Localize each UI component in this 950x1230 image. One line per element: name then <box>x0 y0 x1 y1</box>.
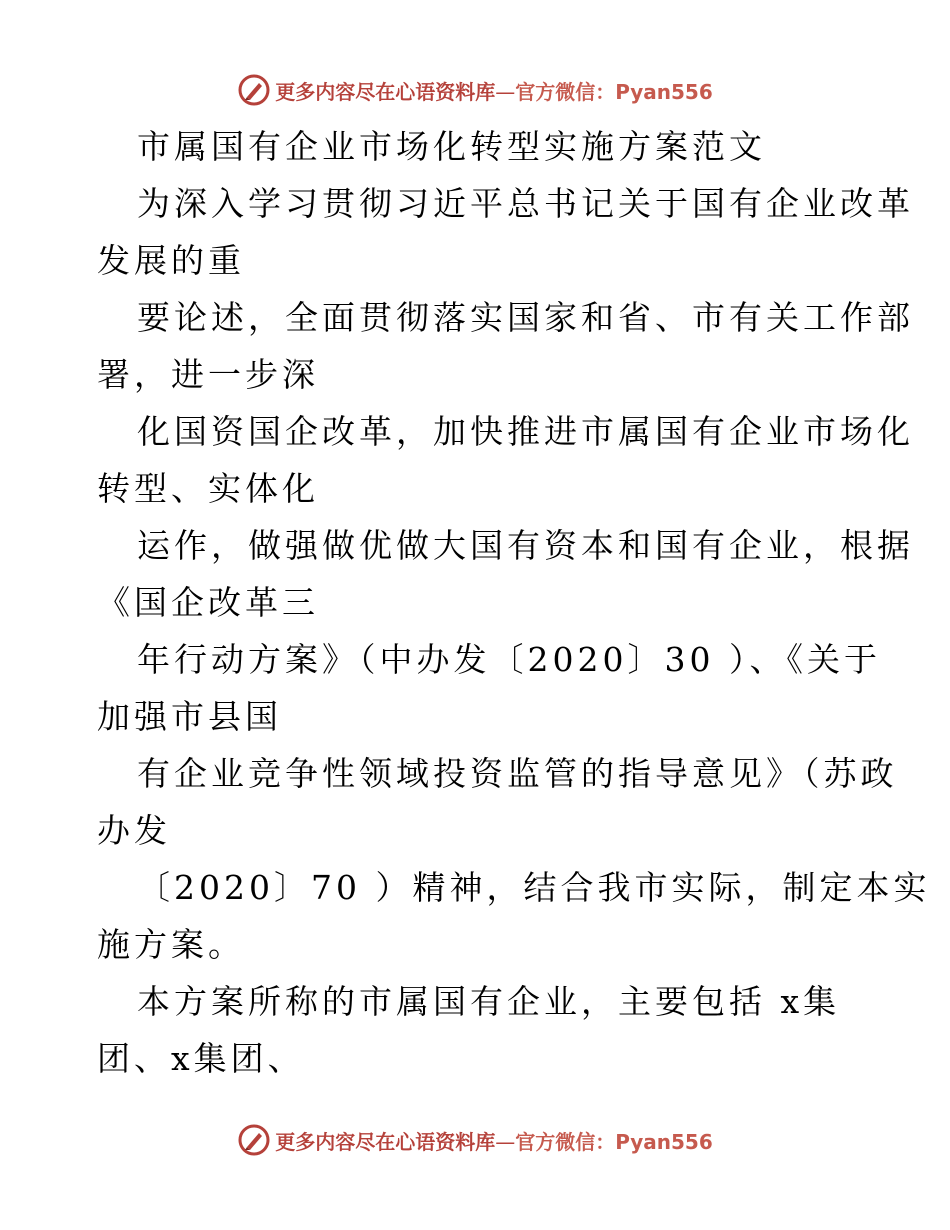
banner-text <box>275 1126 713 1155</box>
paragraph-line: 署，进一步深 <box>97 355 319 394</box>
paragraph-line: 本方案所称的市属国有企业，主要包括 x集 <box>137 982 841 1021</box>
paragraph-line: 施方案。 <box>97 925 245 964</box>
banner-wechat-id: Pyan556 <box>615 1129 713 1154</box>
paragraph-line: 有企业竞争性领域投资监管的指导意见》（苏政 <box>137 754 898 793</box>
paragraph-line: 要论述，全面贯彻落实国家和省、市有关工作部 <box>137 298 914 337</box>
paragraph-line: 发展的重 <box>97 241 245 280</box>
paragraph-line: 运作，做强做优做大国有资本和国有企业，根据 <box>137 526 914 565</box>
banner-main-text: 更多内容尽在心语资料库 <box>275 79 496 104</box>
pen-heart-logo-icon <box>237 73 271 107</box>
paragraph-line: 为深入学习贯彻习近平总书记关于国有企业改革 <box>137 184 914 223</box>
footer-banner <box>0 1120 950 1160</box>
banner-wechat-id: Pyan556 <box>615 79 713 104</box>
document-body <box>97 118 931 1087</box>
header-banner <box>0 70 950 110</box>
paragraph-line: 团、x集团、 <box>97 1039 305 1078</box>
paragraph-line: 《国企改革三 <box>97 583 319 622</box>
paragraph-line: 加强市县国 <box>97 697 282 736</box>
banner-official-label: 官方微信： <box>515 79 616 104</box>
document-title: 市属国有企业市场化转型实施方案范文 <box>137 127 766 166</box>
banner-official-label: 官方微信： <box>515 1129 616 1154</box>
banner-main-text: 更多内容尽在心语资料库 <box>275 1129 496 1154</box>
banner-dash: — <box>495 1129 516 1154</box>
paragraph-line: 办发 <box>97 811 171 850</box>
pen-heart-logo-icon <box>237 1123 271 1157</box>
paragraph-line: 转型、实体化 <box>97 469 319 508</box>
banner-dash: — <box>495 79 516 104</box>
paragraph-line: 〔2020〕70 ）精神，结合我市实际，制定本实 <box>137 868 931 907</box>
paragraph-line: 化国资国企改革，加快推进市属国有企业市场化 <box>137 412 914 451</box>
banner-text <box>275 76 713 105</box>
paragraph-line: 年行动方案》（中办发〔2020〕30 ）、《关于 <box>137 640 881 679</box>
